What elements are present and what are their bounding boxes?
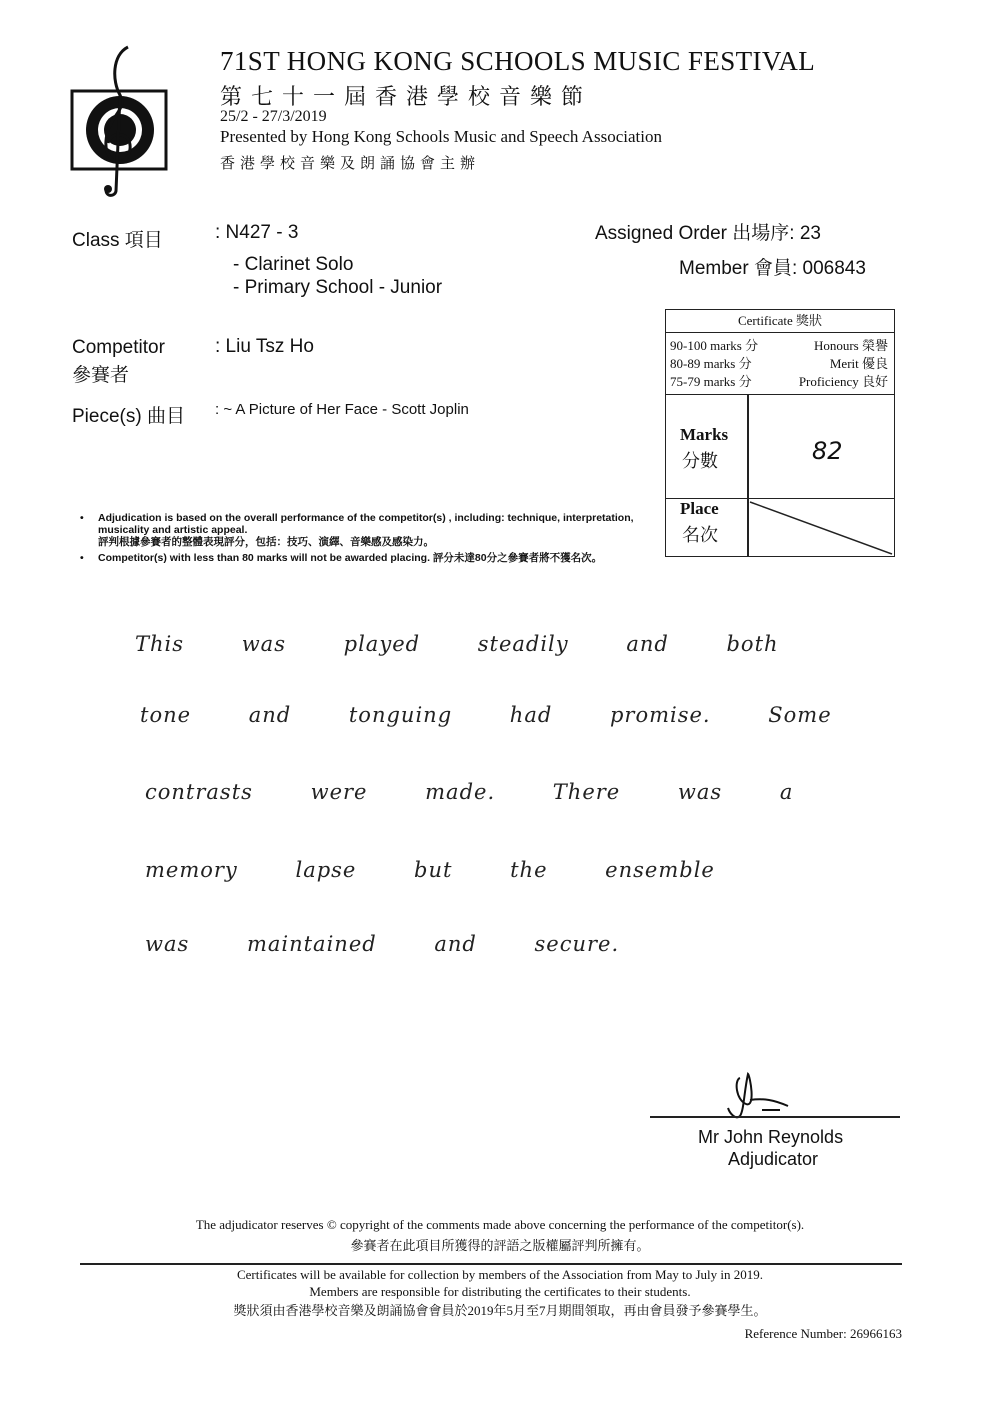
member-value: 006843 xyxy=(802,258,866,279)
adjudicator-signature xyxy=(710,1070,800,1130)
class-name: - Clarinet Solo xyxy=(233,254,354,275)
competitor-name: : Liu Tsz Ho xyxy=(215,336,314,357)
festival-title-zh: 第七十一屆香港學校音樂節 xyxy=(220,84,593,109)
marks-label-zh: 分數 xyxy=(682,451,718,471)
marks-value: 82 xyxy=(812,437,843,465)
pieces-value: : ~ A Picture of Her Face - Scott Joplin xyxy=(215,401,469,418)
tier-row xyxy=(670,335,888,352)
class-code: : N427 - 3 xyxy=(215,222,299,243)
assigned-order xyxy=(595,218,821,245)
presented-by-zh: 香港學校音樂及朗誦協會主辦 xyxy=(220,156,481,172)
tier-row xyxy=(670,371,888,388)
comment-line: memory lapse but the ensemble xyxy=(145,858,715,882)
signature-line xyxy=(650,1116,900,1118)
comment-line: was maintained and secure. xyxy=(145,932,620,956)
assigned-order-label: Assigned Order 出場序: xyxy=(595,223,795,244)
note2: • Competitor(s) with less than 80 marks will not be awarded placing. 評分未達80分之參賽者將不獲名次。 xyxy=(98,552,603,564)
reference-number: Reference Number: 26966163 xyxy=(744,1326,902,1341)
pieces-label: Piece(s) 曲目 xyxy=(72,406,185,427)
festival-title: 71ST HONG KONG SCHOOLS MUSIC FESTIVAL xyxy=(220,46,816,76)
assigned-order-value: 23 xyxy=(799,223,821,244)
comment-line: contrasts were made. There was a xyxy=(145,780,794,804)
tier-range: 80-89 marks 分 xyxy=(670,356,752,371)
certificate-box xyxy=(665,309,895,557)
note1-en: • Adjudication is based on the overall performance of the competitor(s) , including: technique, interpretation, musicality and artistic appeal. xyxy=(98,512,634,536)
collection-notice: Certificates will be available for collection by members of the Association from May to July in 2019. xyxy=(236,1267,763,1282)
certificate-title: Certificate 獎狀 xyxy=(666,310,894,333)
footer-divider xyxy=(80,1263,902,1265)
note-item xyxy=(80,512,640,548)
class-level: - Primary School - Junior xyxy=(233,277,443,298)
place-label-zh: 名次 xyxy=(682,525,718,545)
tier-range: 75-79 marks 分 xyxy=(670,374,752,389)
certificate-tiers xyxy=(666,332,894,395)
collection-responsibility: Members are responsible for distributing the certificates to their students. xyxy=(309,1284,691,1299)
member-number xyxy=(679,253,866,280)
competitor-label: Competitor xyxy=(72,337,165,358)
copyright-notice: The adjudicator reserves © copyright of the comments made above concerning the performance of the competitor(s). xyxy=(195,1217,805,1232)
comment-line: This was played steadily and both xyxy=(135,632,779,656)
adjudicator-role: Adjudicator xyxy=(728,1149,819,1169)
note1-zh: 評判根據參賽者的整體表現評分，包括：技巧、演繹、音樂感及感染力。 xyxy=(98,536,434,548)
place-label: Place xyxy=(680,499,719,518)
tier-name: Merit 優良 xyxy=(829,356,888,371)
presented-by: Presented by Hong Kong Schools Music and Speech Association xyxy=(220,127,662,146)
copyright-notice-zh: 參賽者在此項目所獲得的評語之版權屬評判所擁有。 xyxy=(350,1238,650,1253)
competitor-label-zh: 參賽者 xyxy=(72,365,130,386)
place-strike-line xyxy=(748,498,894,556)
marks-divider xyxy=(747,394,749,498)
tier-name: Honours 榮譽 xyxy=(813,338,888,353)
festival-logo xyxy=(68,45,172,199)
member-label: Member 會員: xyxy=(679,258,798,279)
adjudicator-name: Mr John Reynolds xyxy=(698,1127,844,1147)
festival-dates: 25/2 - 27/3/2019 xyxy=(220,108,327,125)
tier-range: 90-100 marks 分 xyxy=(670,338,759,353)
comment-line: tone and tonguing had promise. Some xyxy=(140,703,832,727)
collection-notice-zh: 獎狀須由香港學校音樂及朗誦協會會員於2019年5月至7月期間領取，再由會員發予參賽學生。 xyxy=(233,1303,767,1318)
marks-label: Marks xyxy=(680,425,729,444)
class-label: Class 項目 xyxy=(72,230,163,251)
note-item xyxy=(80,552,640,564)
tier-row xyxy=(670,353,888,370)
tier-name: Proficiency 良好 xyxy=(798,374,888,389)
adjudication-notes xyxy=(80,512,640,564)
